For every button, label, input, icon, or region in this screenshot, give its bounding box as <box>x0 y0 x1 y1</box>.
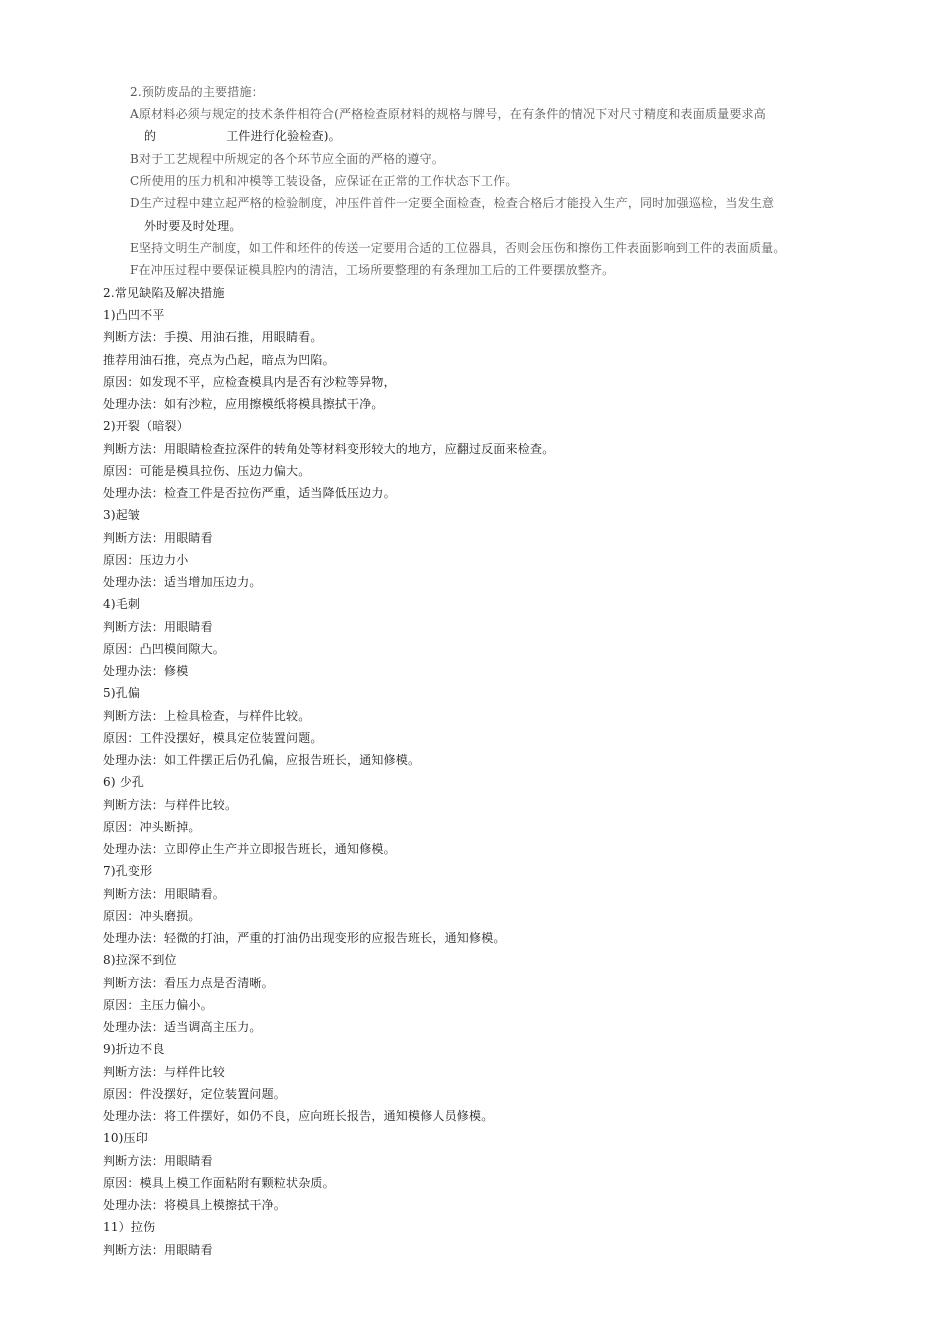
defect-line: 4)毛刺 <box>103 597 141 611</box>
prevention-heading: 2.预防废品的主要措施： <box>130 85 264 99</box>
defect-line: 原因：压边力小 <box>103 553 189 567</box>
defect-line: 5)孔偏 <box>103 686 141 700</box>
defect-line: 原因：如发现不平，应检查模具内是否有沙粒等异物， <box>103 375 396 389</box>
defect-line: 11）拉伤 <box>103 1220 156 1234</box>
defect-line: 8)拉深不到位 <box>103 953 177 967</box>
defect-line: 原因：件没摆好，定位装置问题。 <box>103 1087 287 1101</box>
defect-line: 判断方法：看压力点是否清晰。 <box>103 976 274 990</box>
defect-line: 处理办法：适当增加压边力。 <box>103 575 262 589</box>
defect-line: 判断方法：用眼睛看。 <box>103 887 226 901</box>
defect-line: 判断方法：上检具检查，与样件比较。 <box>103 709 311 723</box>
defect-line: 判断方法：用眼睛看 <box>103 1154 213 1168</box>
defect-line: 处理办法：将工件摆好，如仍不良，应向班长报告，通知模修人员修模。 <box>103 1109 494 1123</box>
defect-line: 处理办法：检查工件是否拉伤严重，适当降低压边力。 <box>103 486 396 500</box>
prevention-item-a: A原材料必须与规定的技术条件相符合(严格检查原材料的规格与牌号，在有条件的情况下对尺寸精度和表面质量要求高 <box>130 107 766 121</box>
defect-line: 判断方法：用眼睛看 <box>103 620 213 634</box>
defect-line: 原因：工件没摆好，模具定位装置问题。 <box>103 731 323 745</box>
defect-line: 处理办法：轻微的打油，严重的打油仍出现变形的应报告班长，通知修模。 <box>103 931 506 945</box>
defect-line: 9)折边不良 <box>103 1042 165 1056</box>
defect-line: 原因：可能是模具拉伤、压边力偏大。 <box>103 464 311 478</box>
defect-line: 处理办法：适当调高主压力。 <box>103 1020 262 1034</box>
defect-line: 1)凸凹不平 <box>103 308 165 322</box>
prevention-item-f: F在冲压过程中要保证模具腔内的清洁，工场所要整理的有条理加工后的工件要摆放整齐。 <box>130 263 615 277</box>
defect-line: 原因：冲头磨损。 <box>103 909 201 923</box>
defect-line: 判断方法：用眼睛看 <box>103 1243 213 1257</box>
defect-line: 原因：主压力偏小。 <box>103 998 213 1012</box>
defect-line: 原因：凸凹模间隙大。 <box>103 642 226 656</box>
defect-line: 6) 少孔 <box>103 775 145 789</box>
defect-line: 3)起皱 <box>103 508 141 522</box>
defect-line: 推荐用油石推，亮点为凸起，暗点为凹陷。 <box>103 353 335 367</box>
defect-line: 处理办法：如有沙粒，应用擦模纸将模具擦拭干净。 <box>103 397 384 411</box>
prevention-item-e: E坚持文明生产制度，如工件和坯件的传送一定要用合适的工位器具，否则会压伤和擦伤工件表面影响到工件的表面质量。 <box>130 241 786 255</box>
defect-line: 判断方法：与样件比较 <box>103 1065 226 1079</box>
defect-line: 判断方法：用眼睛检查拉深件的转角处等材料变形较大的地方，应翻过反面来检查。 <box>103 442 555 456</box>
defect-line: 处理办法：修模 <box>103 664 189 678</box>
defect-line: 处理办法：立即停止生产并立即报告班长，通知修模。 <box>103 842 396 856</box>
defects-heading: 2.常见缺陷及解决措施 <box>103 286 225 300</box>
prevention-item-d: D生产过程中建立起严格的检验制度，冲压件首件一定要全面检查，检查合格后才能投入生产，同时加强巡检，当发生意 <box>130 196 775 210</box>
prevention-item-d-continued: 外时要及时处理。 <box>144 219 242 233</box>
prevention-item-c: C所使用的压力机和冲模等工装设备，应保证在正常的工作状态下工作。 <box>130 174 518 188</box>
defect-line: 判断方法：手摸、用油石推，用眼睛看。 <box>103 330 323 344</box>
defect-line: 处理办法：如工件摆正后仍孔偏，应报告班长，通知修模。 <box>103 753 421 767</box>
prevention-item-a-word: 的 <box>144 129 157 143</box>
defect-line: 10)压印 <box>103 1131 148 1145</box>
defect-line: 原因：模具上模工作面粘附有颗粒状杂质。 <box>103 1176 335 1190</box>
defect-line: 7)孔变形 <box>103 864 153 878</box>
defect-line: 判断方法：与样件比较。 <box>103 798 238 812</box>
defect-line: 处理办法：将模具上模擦拭干净。 <box>103 1198 287 1212</box>
prevention-item-b: B对于工艺规程中所规定的各个环节应全面的严格的遵守。 <box>130 152 445 166</box>
defect-line: 原因：冲头断掉。 <box>103 820 201 834</box>
defect-line: 2)开裂（暗裂） <box>103 419 189 433</box>
prevention-item-a-tail: 工件进行化验检查)。 <box>226 129 341 143</box>
prevention-item-a-continued <box>144 128 341 144</box>
defect-line: 判断方法：用眼睛看 <box>103 531 213 545</box>
